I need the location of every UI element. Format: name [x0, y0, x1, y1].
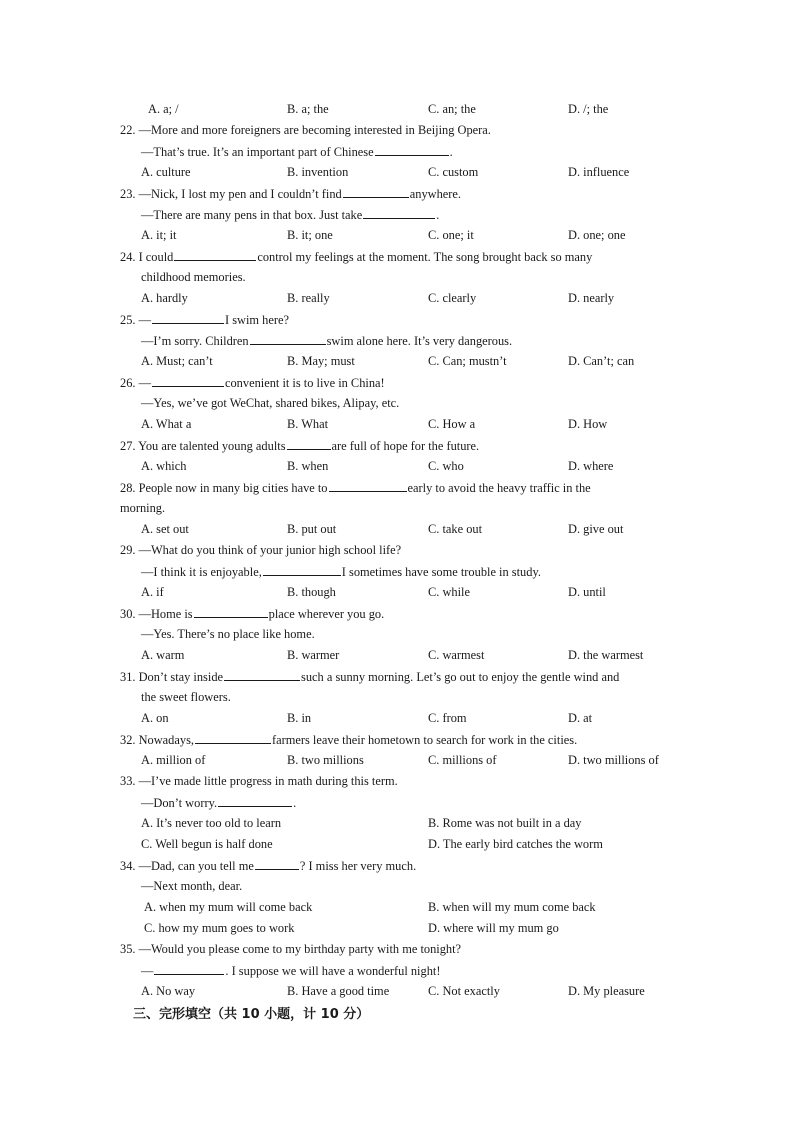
q21-option-a[interactable]: A. a; / [148, 102, 179, 116]
q24-prompt: 24. I could control my feelings at the moment. The song brought back so many [0, 246, 794, 267]
q23-option-b[interactable]: B. it; one [287, 228, 333, 242]
answer-blank[interactable] [343, 183, 409, 198]
q34-prompt: 34. —Dad, can you tell me ? I miss her very much. [0, 855, 794, 876]
answer-blank[interactable] [194, 603, 268, 618]
answer-blank[interactable] [250, 330, 326, 345]
q33-option-a[interactable]: A. It’s never too old to learn [141, 816, 282, 830]
q34-options-row2 [0, 918, 794, 939]
q21-option-b[interactable]: B. a; the [287, 102, 329, 116]
q22-option-b[interactable]: B. invention [287, 165, 349, 179]
q30-reply: —Yes. There’s no place like home. [141, 627, 315, 641]
q30-option-d[interactable]: D. the warmest [568, 648, 644, 662]
q29-option-c[interactable]: C. while [428, 585, 470, 599]
q22-options [0, 162, 794, 183]
q25-reply: —I’m sorry. Children swim alone here. It’s very dangerous. [0, 330, 794, 351]
q30-option-a[interactable]: A. warm [141, 648, 185, 662]
q31-prompt: 31. Don’t stay inside such a sunny morning. Let’s go out to enjoy the gentle wind and [0, 666, 794, 687]
answer-blank[interactable] [174, 246, 256, 261]
answer-blank[interactable] [195, 729, 271, 744]
answer-blank[interactable] [375, 141, 449, 156]
q32-prompt: 32. Nowadays, farmers leave their hometown to search for work in the cities. [0, 729, 794, 750]
q27-option-a[interactable]: A. which [141, 459, 187, 473]
q28-options [0, 519, 794, 540]
q29-options [0, 582, 794, 603]
answer-blank[interactable] [329, 477, 407, 492]
q29-reply: —I think it is enjoyable, I sometimes have some trouble in study. [0, 561, 794, 582]
q24-option-d[interactable]: D. nearly [568, 291, 615, 305]
q35-prompt: 35. —Would you please come to my birthday party with me tonight? [120, 942, 462, 956]
answer-blank[interactable] [263, 561, 341, 576]
q22-option-a[interactable]: A. culture [141, 165, 191, 179]
q25-option-a[interactable]: A. Must; can’t [141, 354, 213, 368]
q26-options [0, 414, 794, 435]
q24-option-c[interactable]: C. clearly [428, 291, 477, 305]
q32-option-c[interactable]: C. millions of [428, 753, 497, 767]
q31-option-d[interactable]: D. at [568, 711, 593, 725]
section-3-heading: 三、完形填空（共 10 小题，计 10 分） [133, 1007, 370, 1022]
q26-reply: —Yes, we’ve got WeChat, shared bikes, Alipay, etc. [141, 396, 400, 410]
q32-option-b[interactable]: B. two millions [287, 753, 364, 767]
q25-option-c[interactable]: C. Can; mustn’t [428, 354, 507, 368]
q34-options-row1 [0, 897, 794, 918]
answer-blank[interactable] [287, 435, 331, 450]
q33-option-c[interactable]: C. Well begun is half done [141, 837, 273, 851]
answer-blank[interactable] [363, 204, 435, 219]
q30-options [0, 645, 794, 666]
answer-blank[interactable] [154, 960, 224, 975]
q35-option-c[interactable]: C. Not exactly [428, 984, 500, 998]
q29-option-b[interactable]: B. though [287, 585, 336, 599]
q23-option-c[interactable]: C. one; it [428, 228, 474, 242]
q33-options-row1 [0, 813, 794, 834]
q35-option-a[interactable]: A. No way [141, 984, 196, 998]
q34-option-a[interactable]: A. when my mum will come back [144, 900, 313, 914]
q28-prompt-cont: morning. [120, 501, 166, 515]
q29-option-a[interactable]: A. if [141, 585, 164, 599]
q28-prompt: 28. People now in many big cities have to early to avoid the heavy traffic in the [0, 477, 794, 498]
q34-option-c[interactable]: C. how my mum goes to work [144, 921, 295, 935]
q28-option-d[interactable]: D. give out [568, 522, 624, 536]
q25-option-b[interactable]: B. May; must [287, 354, 355, 368]
q31-option-b[interactable]: B. in [287, 711, 312, 725]
q23-options [0, 225, 794, 246]
q29-option-d[interactable]: D. until [568, 585, 606, 599]
q26-prompt: 26. — convenient it is to live in China! [0, 372, 794, 393]
q24-option-b[interactable]: B. really [287, 291, 330, 305]
q26-option-d[interactable]: D. How [568, 417, 608, 431]
q27-option-d[interactable]: D. where [568, 459, 614, 473]
q27-option-b[interactable]: B. when [287, 459, 329, 473]
q26-option-a[interactable]: A. What a [141, 417, 192, 431]
answer-blank[interactable] [255, 855, 299, 870]
q33-options-row2 [0, 834, 794, 855]
answer-blank[interactable] [224, 666, 300, 681]
q35-reply: — . I suppose we will have a wonderful night! [0, 960, 794, 981]
q23-option-d[interactable]: D. one; one [568, 228, 626, 242]
q30-prompt: 30. —Home is place wherever you go. [0, 603, 794, 624]
q35-option-d[interactable]: D. My pleasure [568, 984, 645, 998]
q22-option-c[interactable]: C. custom [428, 165, 479, 179]
q24-options [0, 288, 794, 309]
q32-option-d[interactable]: D. two millions of [568, 753, 659, 767]
q27-options [0, 456, 794, 477]
q21-options [0, 99, 794, 120]
exam-page [0, 99, 794, 1026]
q22-prompt: 22. —More and more foreigners are becoming interested in Beijing Opera. [120, 123, 491, 137]
q34-option-d[interactable]: D. where will my mum go [428, 921, 559, 935]
q27-option-c[interactable]: C. who [428, 459, 464, 473]
q25-options [0, 351, 794, 372]
q28-option-b[interactable]: B. put out [287, 522, 337, 536]
q26-option-c[interactable]: C. How a [428, 417, 476, 431]
q23-reply: —There are many pens in that box. Just take . [0, 204, 794, 225]
q35-option-b[interactable]: B. Have a good time [287, 984, 390, 998]
q33-option-b[interactable]: B. Rome was not built in a day [428, 816, 582, 830]
q21-option-c[interactable]: C. an; the [428, 102, 476, 116]
q28-option-a[interactable]: A. set out [141, 522, 189, 536]
q33-reply: —Don’t worry. . [0, 792, 794, 813]
q23-option-a[interactable]: A. it; it [141, 228, 177, 242]
q30-option-c[interactable]: C. warmest [428, 648, 485, 662]
q31-options [0, 708, 794, 729]
q31-prompt-cont: the sweet flowers. [141, 690, 231, 704]
q32-options [0, 750, 794, 771]
q25-prompt: 25. — I swim here? [0, 309, 794, 330]
q22-reply: —That’s true. It’s an important part of Chinese . [0, 141, 794, 162]
q31-option-a[interactable]: A. on [141, 711, 169, 725]
q23-prompt: 23. —Nick, I lost my pen and I couldn’t find anywhere. [0, 183, 794, 204]
q33-option-d[interactable]: D. The early bird catches the worm [428, 837, 603, 851]
answer-blank[interactable] [152, 372, 224, 387]
q30-option-b[interactable]: B. warmer [287, 648, 340, 662]
q33-prompt: 33. —I’ve made little progress in math during this term. [120, 774, 398, 788]
q28-option-c[interactable]: C. take out [428, 522, 483, 536]
q24-option-a[interactable]: A. hardly [141, 291, 188, 305]
q35-options [0, 981, 794, 1002]
q22-option-d[interactable]: D. influence [568, 165, 630, 179]
answer-blank[interactable] [152, 309, 224, 324]
q34-reply: —Next month, dear. [141, 879, 243, 893]
q29-prompt: 29. —What do you think of your junior high school life? [120, 543, 402, 557]
q27-prompt: 27. You are talented young adults are full of hope for the future. [0, 435, 794, 456]
answer-blank[interactable] [218, 792, 292, 807]
q25-option-d[interactable]: D. Can’t; can [568, 354, 635, 368]
q26-option-b[interactable]: B. What [287, 417, 329, 431]
q21-option-d[interactable]: D. /; the [568, 102, 609, 116]
q24-prompt-cont: childhood memories. [141, 270, 246, 284]
q34-option-b[interactable]: B. when will my mum come back [428, 900, 596, 914]
q31-option-c[interactable]: C. from [428, 711, 467, 725]
q32-option-a[interactable]: A. million of [141, 753, 206, 767]
